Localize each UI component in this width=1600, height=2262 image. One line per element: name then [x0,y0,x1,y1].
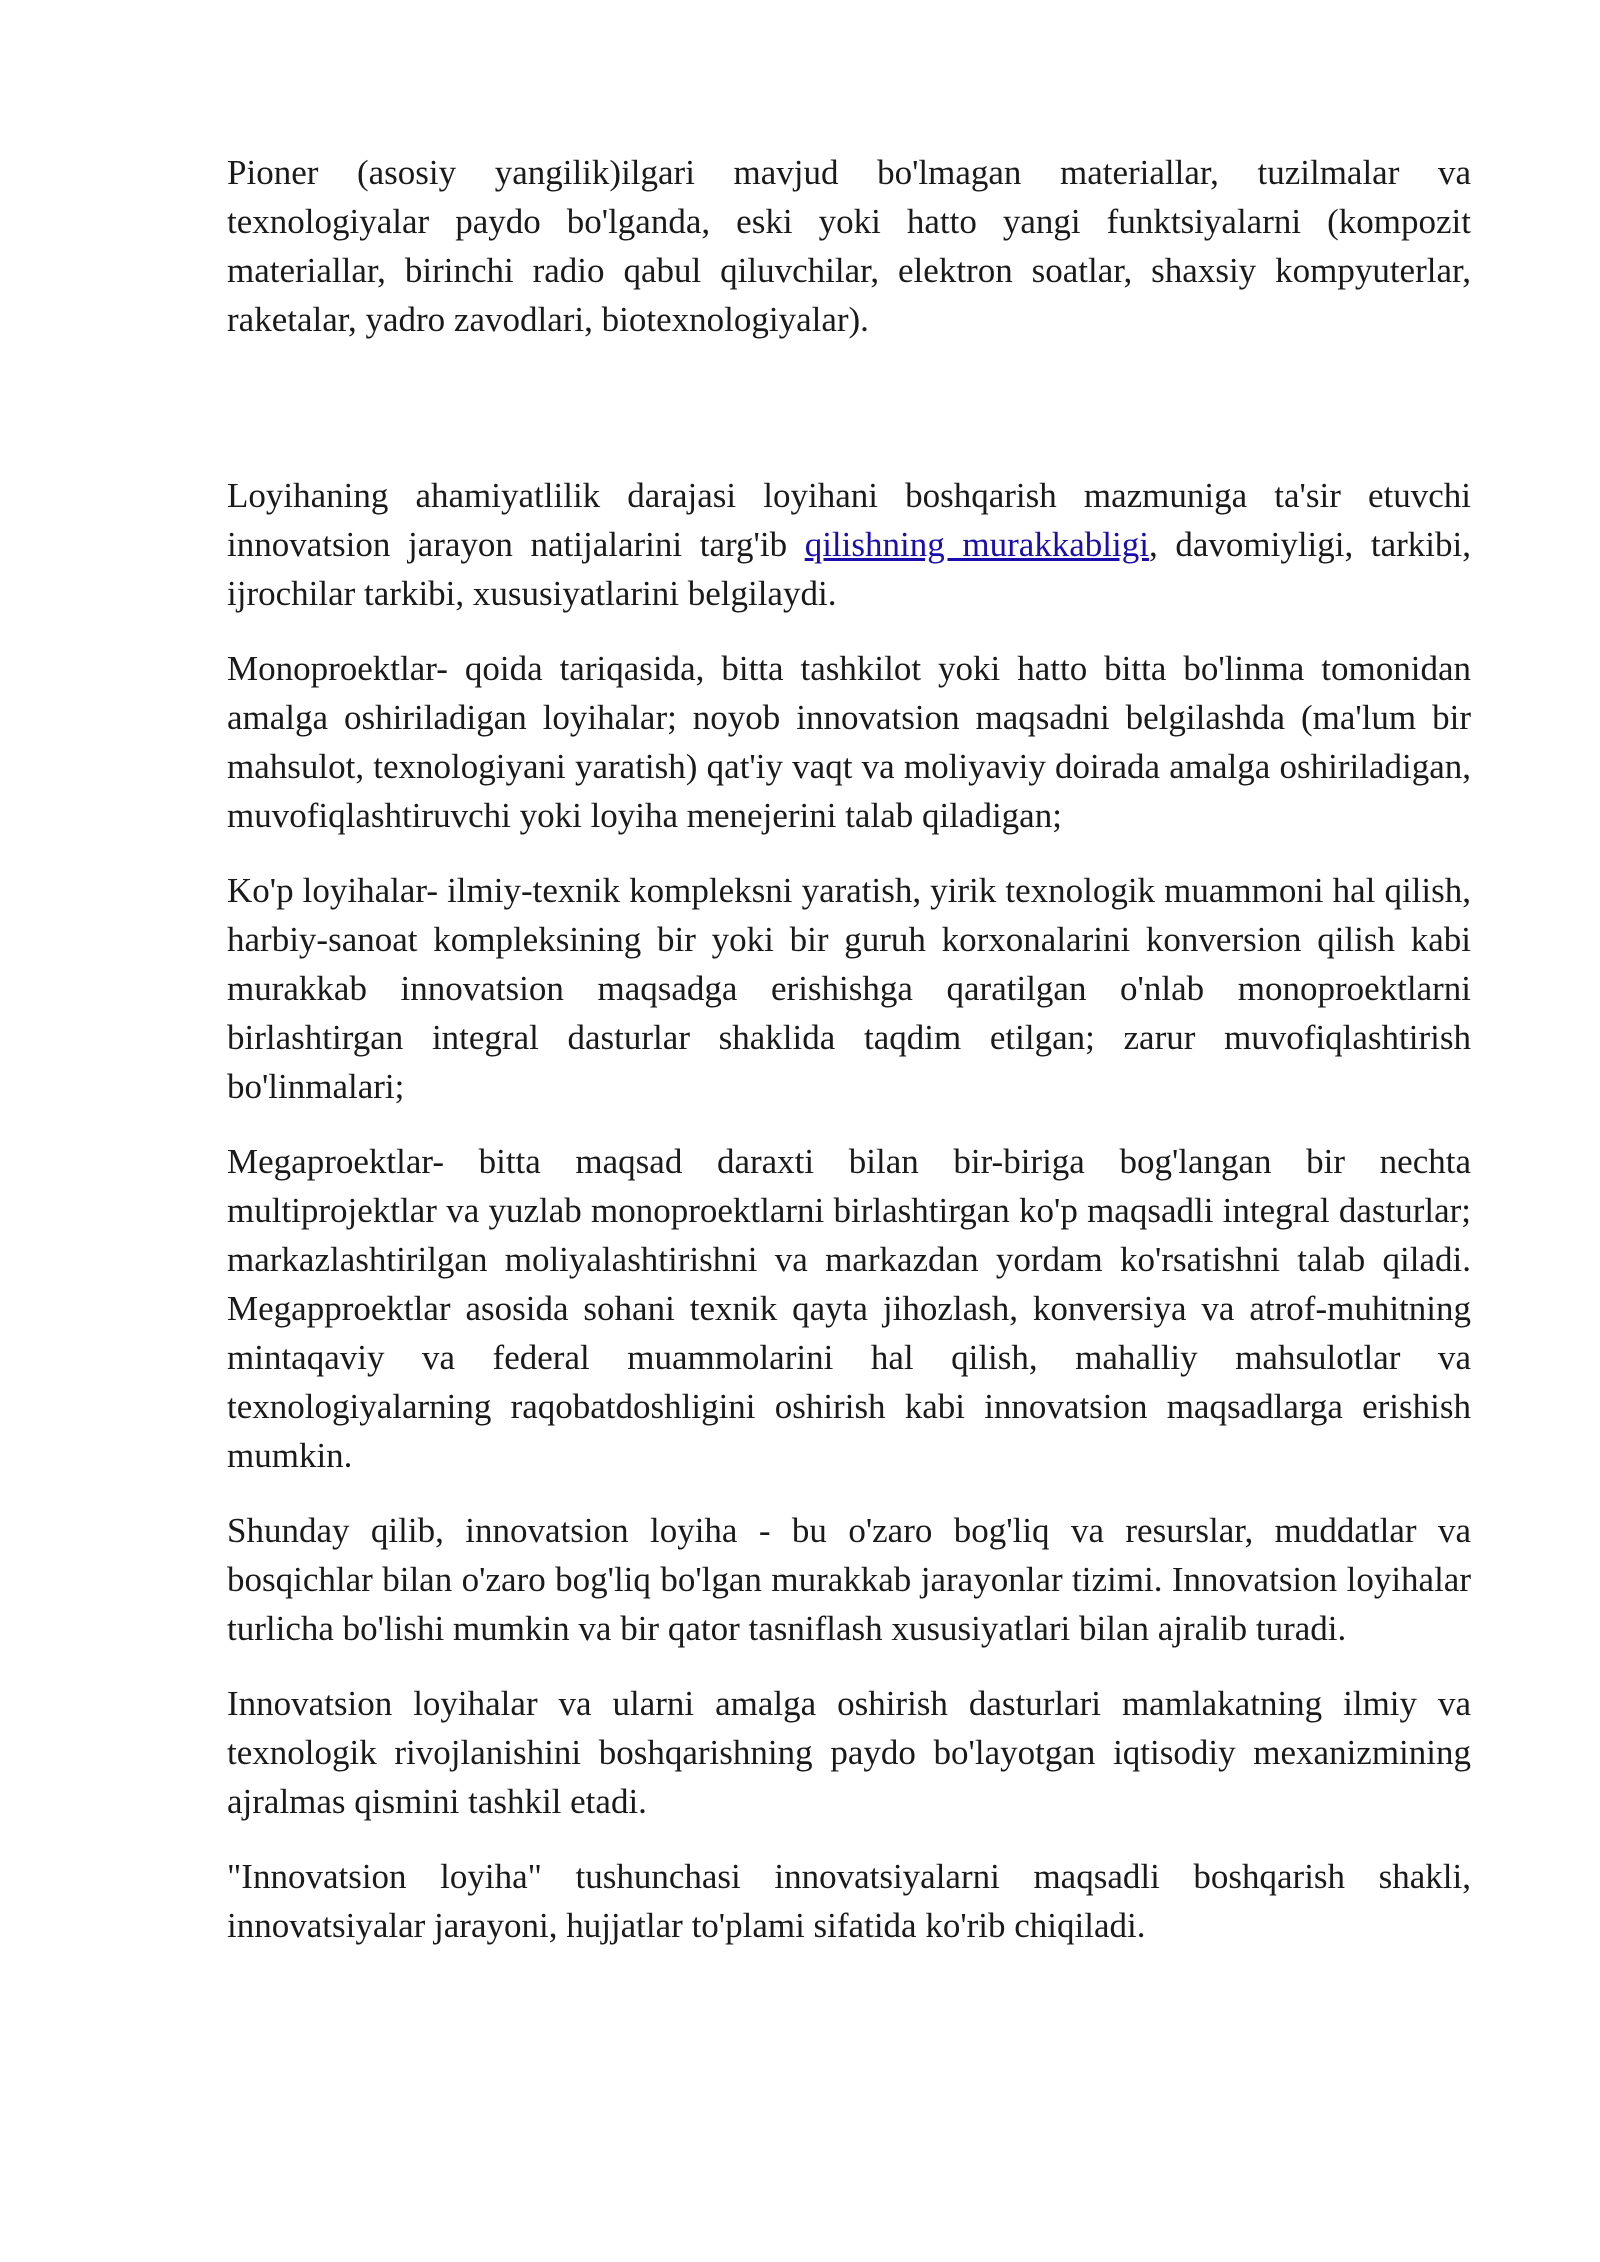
paragraph-significance-text-before: Loyihaning ahamiyatlilik darajasi loyihani boshqarish mazmuniga ta'sir etuvchi innovatsion jarayon natijalarini targ'ib [227,476,1471,564]
paragraph-megaprojects: Megaproektlar- bitta maqsad daraxti bilan bir-biriga bog'langan bir nechta multiprojektlar va yuzlab monoproektlarni birlashtirgan ko'p maqsadli integral dasturlar; markazlashtirilgan moliyalashtirishni va markazdan yordam ko'rsatishni talab qiladi. Megapproektlar asosida sohani texnik qayta jihozlash, konversiya va atrof-muhitning mintaqaviy va federal muammolarini hal qilish, mahalliy mahsulotlar va texnologiyalarning raqobatdoshligini oshirish kabi innovatsion maqsadlarga erishish mumkin. [227,1142,1471,1475]
paragraph-significance-text-after: , davomiyligi, tarkibi, ijrochilar tarkibi, xususiyatlarini belgilaydi. [227,525,1471,613]
paragraph-significance [227,471,1471,618]
paragraph-monoprojects: Monoproektlar- qoida tariqasida, bitta tashkilot yoki hatto bitta bo'linma tomonidan amalga oshiriladigan loyihalar; noyob innovatsion maqsadni belgilashda (ma'lum bir mahsulot, texnologiyani yaratish) qat'iy vaqt va moliyaviy doirada amalga oshiriladigan, muvofiqlashtiruvchi yoki loyiha menejerini talab qiladigan; [227,649,1471,835]
paragraph-multiprojects: Ko'p loyihalar- ilmiy-texnik kompleksni yaratish, yirik texnologik muammoni hal qilish, harbiy-sanoat kompleksining bir yoki bir guruh korxonalarini konversion qilish kabi murakkab innovatsion maqsadga erishishga qaratilgan o'nlab monoproektlarni birlashtirgan integral dasturlar shaklida taqdim etilgan; zarur muvofiqlashtirish bo'linmalari; [227,871,1471,1106]
complexity-link[interactable]: qilishning murakkabligi [804,525,1149,564]
paragraph-programs: Innovatsion loyihalar va ularni amalga oshirish dasturlari mamlakatning ilmiy va texnologik rivojlanishini boshqarishning paydo bo'layotgan iqtisodiy mexanizmining ajralmas qismini tashkil etadi. [227,1684,1471,1821]
paragraph-summary: Shunday qilib, innovatsion loyiha - bu o'zaro bog'liq va resurslar, muddatlar va bosqichlar bilan o'zaro bog'liq bo'lgan murakkab jarayonlar tizimi. Innovatsion loyihalar turlicha bo'lishi mumkin va bir qator tasniflash xususiyatlari bilan ajralib turadi. [227,1511,1471,1648]
document-body [227,148,1471,1976]
paragraph-concept: "Innovatsion loyiha" tushunchasi innovatsiyalarni maqsadli boshqarish shakli, innovatsiyalar jarayoni, hujjatlar to'plami sifatida ko'rib chiqiladi. [227,1857,1471,1945]
paragraph-pioneer: Pioner (asosiy yangilik)ilgari mavjud bo'lmagan materiallar, tuzilmalar va texnologiyalar paydo bo'lganda, eski yoki hatto yangi funktsiyalarni (kompozit materiallar, birinchi radio qabul qiluvchilar, elektron soatlar, shaxsiy kompyuterlar, raketalar, yadro zavodlari, biotexnologiyalar). [227,153,1471,339]
blank-space [227,344,1471,471]
